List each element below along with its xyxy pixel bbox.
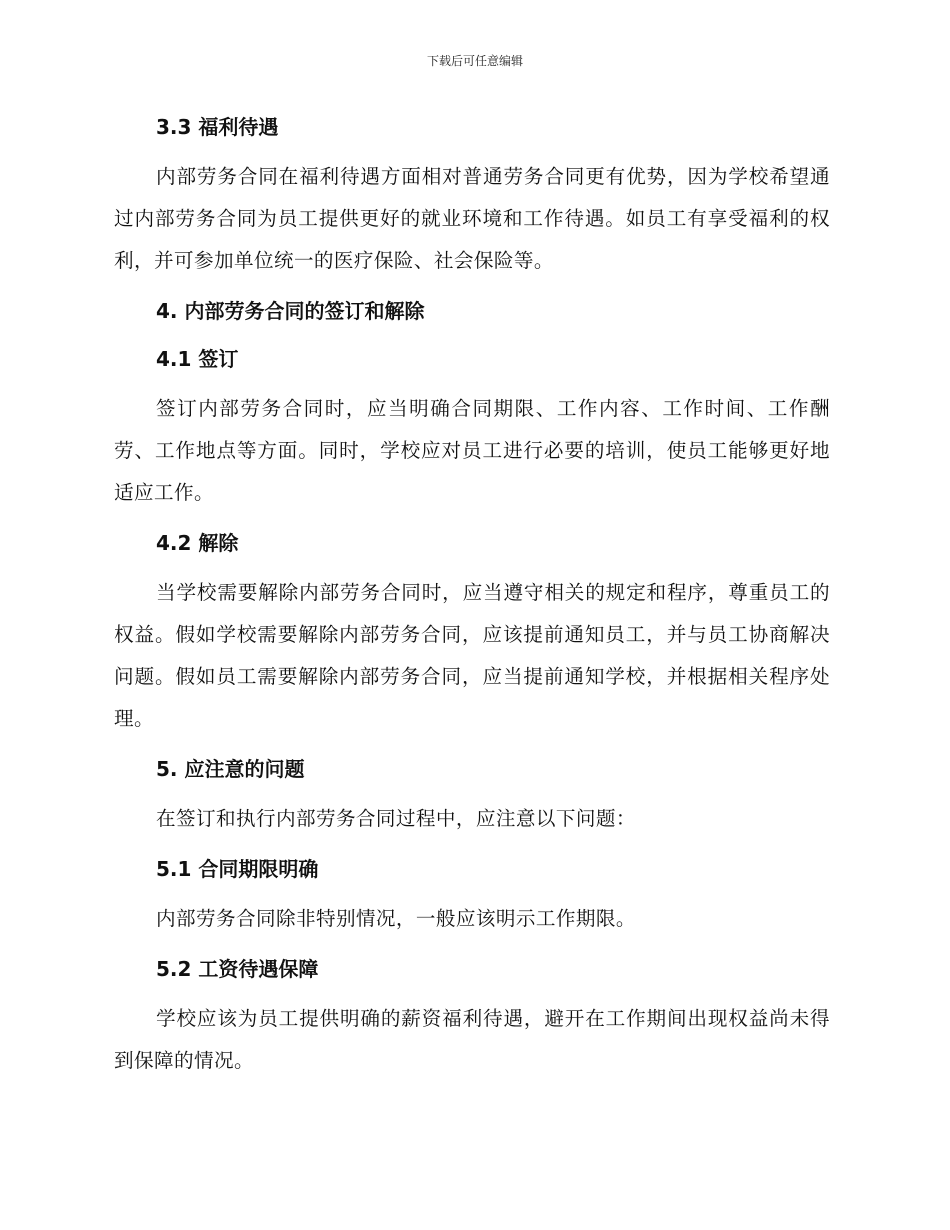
paragraph-term-clarity: 内部劳务合同除非特别情况，一般应该明示工作期限。 bbox=[156, 907, 636, 930]
section-heading-5-1: 5.1 合同期限明确 bbox=[156, 857, 319, 881]
section-heading-4-2: 4.2 解除 bbox=[156, 531, 239, 555]
paragraph-issues-intro: 在签订和执行内部劳务合同过程中，应注意以下问题： bbox=[156, 807, 636, 830]
paragraph-signing: 签订内部劳务合同时，应当明确合同期限、工作内容、工作时间、工作酬劳、工作地点等方面。同时，学校应对员工进行必要的培训，使员工能够更好地适应工作。 bbox=[114, 397, 830, 504]
page-header: 下载后可任意编辑 bbox=[426, 54, 523, 68]
paragraph-welfare: 内部劳务合同在福利待遇方面相对普通劳务合同更有优势，因为学校希望通过内部劳务合同为员工提供更好的就业环境和工作待遇。如员工有享受福利的权利，并可参加单位统一的医疗保险、社会保险等。 bbox=[114, 165, 830, 272]
section-heading-4: 4. 内部劳务合同的签订和解除 bbox=[156, 299, 425, 323]
paragraph-termination: 当学校需要解除内部劳务合同时，应当遵守相关的规定和程序，尊重员工的权益。假如学校需要解除内部劳务合同，应该提前通知员工，并与员工协商解决问题。假如员工需要解除内部劳务合同，应当提前通知学校，并根据相关程序处理。 bbox=[114, 581, 830, 730]
section-heading-5: 5. 应注意的问题 bbox=[156, 757, 305, 781]
section-heading-3-3: 3.3 福利待遇 bbox=[156, 115, 279, 139]
section-heading-4-1: 4.1 签订 bbox=[156, 347, 239, 371]
paragraph-salary-guarantee: 学校应该为员工提供明确的薪资福利待遇，避开在工作期间出现权益尚未得到保障的情况。 bbox=[114, 1007, 830, 1072]
section-heading-5-2: 5.2 工资待遇保障 bbox=[156, 957, 319, 981]
document-body bbox=[114, 108, 830, 1092]
